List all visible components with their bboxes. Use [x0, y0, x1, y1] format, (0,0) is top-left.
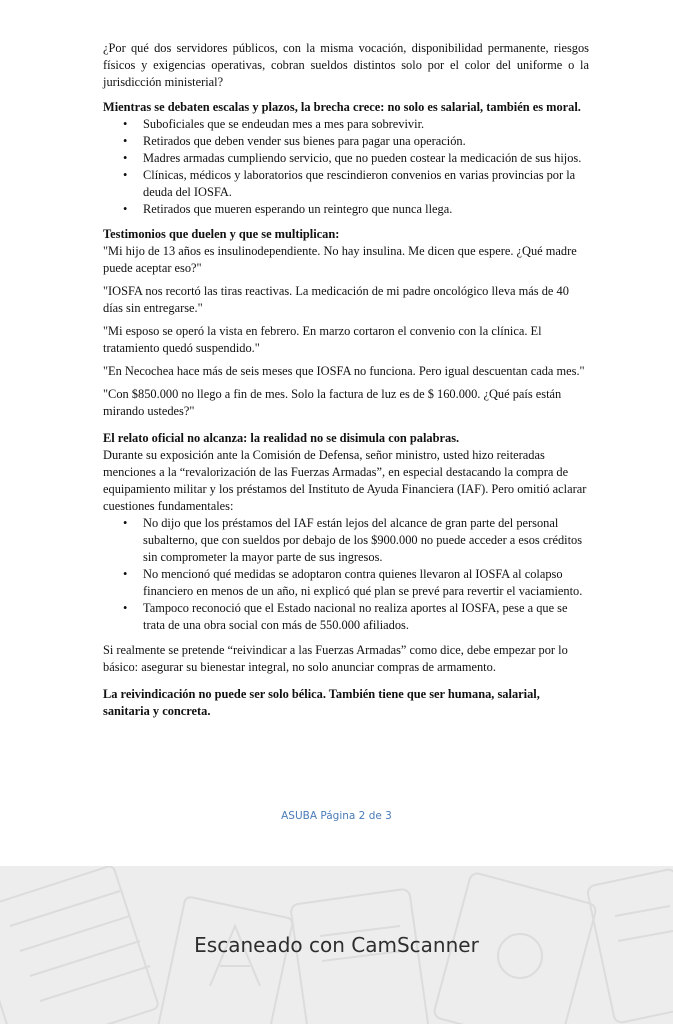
- gap-list: [103, 116, 589, 218]
- intro-paragraph: ¿Por qué dos servidores públicos, con la misma vocación, disponibilidad permanente, riesgos físicos y exigencias operativas, cobran sueldos distintos solo por el color del uniforme o la jurisdicción ministerial?: [103, 41, 589, 89]
- testimony-quote: "Mi esposo se operó la vista en febrero. En marzo cortaron el convenio con la clínica. El tratamiento quedó suspendido.": [103, 324, 542, 355]
- list-item: • Retirados que mueren esperando un reintegro que nunca llega.: [143, 201, 589, 218]
- closing-paragraph: Si realmente se pretende “reivindicar a las Fuerzas Armadas” como dice, debe empezar por lo básico: asegurar su bienestar integral, no solo anunciar compras de armamento.: [103, 643, 568, 674]
- scanner-caption: Escaneado con CamScanner: [194, 933, 479, 957]
- final-statement: La reivindicación no puede ser solo bélica. También tiene que ser humana, salarial, sanitaria y concreta.: [103, 687, 540, 718]
- document-body: [103, 40, 589, 720]
- list-item: • Clínicas, médicos y laboratorios que rescindieron convenios en varias provincias por la deuda del IOSFA.: [143, 167, 589, 201]
- page-number-footer: ASUBA Página 2 de 3: [281, 810, 392, 822]
- list-item: • Tampoco reconoció que el Estado nacional no realiza aportes al IOSFA, pese a que se trata de una obra social con más de 550.000 afiliados.: [143, 600, 589, 634]
- list-item: • No dijo que los préstamos del IAF están lejos del alcance de gran parte del personal subalterno, que con sueldos por debajo de los $900.000 no puede acceder a esos créditos sin comprometer la mayor parte de sus ingresos.: [143, 515, 589, 566]
- list-item: • Retirados que deben vender sus bienes para pagar una operación.: [143, 133, 589, 150]
- testimony-quote: "En Necochea hace más de seis meses que IOSFA no funciona. Pero igual descuentan cada mes.": [103, 364, 585, 378]
- testimonies-heading: Testimonios que duelen y que se multiplican:: [103, 227, 340, 241]
- gap-heading: Mientras se debaten escalas y plazos, la brecha crece: no solo es salarial, también es moral.: [103, 100, 581, 114]
- list-item: • Suboficiales que se endeudan mes a mes para sobrevivir.: [143, 116, 589, 133]
- official-list: [103, 515, 589, 634]
- testimony-quote: "IOSFA nos recortó las tiras reactivas. La medicación de mi padre oncológico lleva más de 40 días sin entregarse.": [103, 284, 569, 315]
- list-item: • No mencionó qué medidas se adoptaron contra quienes llevaron al IOSFA al colapso financiero en menos de un año, ni explicó qué plan se prevé para revertir el vaciamiento.: [143, 566, 589, 600]
- camscanner-footer: [0, 866, 673, 1024]
- official-heading: El relato oficial no alcanza: la realidad no se disimula con palabras.: [103, 431, 460, 445]
- official-paragraph: Durante su exposición ante la Comisión de Defensa, señor ministro, usted hizo reiteradas menciones a la “revalorización de las Fuerzas Armadas”, en especial destacando la compra de equipamiento militar y los préstamos del Instituto de Ayuda Financiera (IAF). Pero omitió aclarar cuestiones fundamentales:: [103, 448, 587, 513]
- testimony-quote: "Mi hijo de 13 años es insulinodependiente. No hay insulina. Me dicen que espere. ¿Qué madre puede aceptar eso?": [103, 244, 577, 275]
- list-item: • Madres armadas cumpliendo servicio, que no pueden costear la medicación de sus hijos.: [143, 150, 589, 167]
- testimony-quote: "Con $850.000 no llego a fin de mes. Solo la factura de luz es de $ 160.000. ¿Qué país están mirando ustedes?": [103, 387, 562, 418]
